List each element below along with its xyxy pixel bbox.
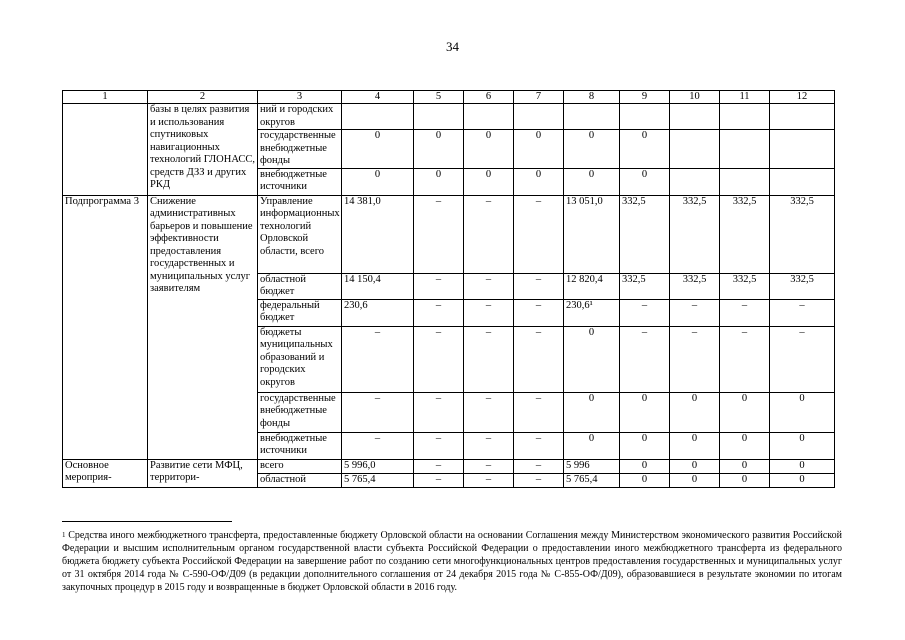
value-cell: –: [514, 273, 564, 299]
value-cell: [564, 104, 620, 130]
source-cell: областной: [258, 473, 342, 487]
value-cell: –: [720, 299, 770, 326]
value-cell: 0: [770, 392, 835, 432]
value-cell: 0: [770, 473, 835, 487]
budget-table: [62, 90, 835, 488]
value-cell: 0: [342, 168, 414, 195]
value-cell: –: [464, 432, 514, 459]
value-cell: 0: [464, 130, 514, 169]
value-cell: 332,5: [620, 195, 670, 273]
value-cell: 0: [670, 392, 720, 432]
value-cell: 14 150,4: [342, 273, 414, 299]
activity-cell: базы в целях развития и использования спутниковых навигационных технологий ГЛОНАСС, средств ДЗЗ и других РКД: [148, 104, 258, 196]
header-row: [63, 91, 835, 104]
header-cell: 1: [63, 91, 148, 104]
value-cell: 332,5: [720, 273, 770, 299]
value-cell: 0: [564, 432, 620, 459]
value-cell: –: [514, 195, 564, 273]
value-cell: 0: [414, 168, 464, 195]
value-cell: 5 765,4: [564, 473, 620, 487]
value-cell: 0: [720, 473, 770, 487]
header-cell: 12: [770, 91, 835, 104]
footnote-text: Средства иного межбюджетного трансферта, предоставленные бюджету Орловской области на основании Соглашения между Министерством экономического развития Российской Федерации и высшим исполнительным органом государственной власти субъекта Российской Федерации о предоставлении иного межбюджетного трансферта из федерального бюджета бюджету субъекта Российской Федерации на завершение работ по созданию сети многофункциональных центров предоставления государственных и муниципальных услуг от 31 октября 2014 года № С-590-ОФ/Д09 (в редакции дополнительного соглашения от 24 декабря 2015 года № С-855-ОФ/Д09), образовавшиеся в результате экономии по итогам закупочных процедур в 2015 году и возвращенные в бюджет Орловской области в 2016 году.: [62, 530, 842, 593]
value-cell: –: [414, 459, 464, 473]
value-cell: [770, 130, 835, 169]
value-cell: 0: [620, 459, 670, 473]
footnote-separator: [62, 521, 232, 522]
header-cell: 9: [620, 91, 670, 104]
program-cell: Основное мероприя-: [63, 459, 148, 487]
value-cell: –: [514, 326, 564, 392]
value-cell: 12 820,4: [564, 273, 620, 299]
value-cell: –: [720, 326, 770, 392]
header-cell: 11: [720, 91, 770, 104]
value-cell: [620, 104, 670, 130]
value-cell: 0: [564, 168, 620, 195]
source-cell: Управление информационных технологий Орловской области, всего: [258, 195, 342, 273]
header-cell: 6: [464, 91, 514, 104]
value-cell: –: [514, 299, 564, 326]
value-cell: 230,6: [342, 299, 414, 326]
value-cell: 332,5: [670, 195, 720, 273]
value-cell: [770, 104, 835, 130]
program-cell: [63, 104, 148, 196]
value-cell: –: [342, 392, 414, 432]
value-cell: 0: [670, 459, 720, 473]
page-number: 34: [446, 39, 459, 54]
value-cell: 0: [620, 130, 670, 169]
value-cell: –: [464, 195, 514, 273]
table-row: [63, 195, 835, 273]
value-cell: 0: [720, 392, 770, 432]
value-cell: –: [414, 392, 464, 432]
header-cell: 5: [414, 91, 464, 104]
value-cell: 0: [670, 432, 720, 459]
header-cell: 2: [148, 91, 258, 104]
value-cell: [720, 130, 770, 169]
value-cell: 5 765,4: [342, 473, 414, 487]
value-cell: 332,5: [720, 195, 770, 273]
value-cell: –: [414, 432, 464, 459]
value-cell: –: [514, 473, 564, 487]
value-cell: [670, 104, 720, 130]
source-cell: бюджеты муниципальных образований и городских округов: [258, 326, 342, 392]
value-cell: 0: [620, 392, 670, 432]
value-cell: –: [464, 392, 514, 432]
value-cell: 0: [564, 130, 620, 169]
value-cell: –: [414, 473, 464, 487]
source-cell: ний и городских округов: [258, 104, 342, 130]
value-cell: 332,5: [770, 195, 835, 273]
value-cell: –: [464, 299, 514, 326]
value-cell: 0: [564, 326, 620, 392]
source-cell: внебюджетные источники: [258, 168, 342, 195]
value-cell: [414, 104, 464, 130]
value-cell: –: [514, 392, 564, 432]
program-cell: Подпрограмма 3: [63, 195, 148, 459]
value-cell: 0: [770, 432, 835, 459]
value-cell: 13 051,0: [564, 195, 620, 273]
header-cell: 7: [514, 91, 564, 104]
value-cell: –: [670, 299, 720, 326]
value-cell: –: [770, 299, 835, 326]
value-cell: 0: [464, 168, 514, 195]
value-cell: 14 381,0: [342, 195, 414, 273]
source-cell: областной бюджет: [258, 273, 342, 299]
value-cell: –: [464, 273, 514, 299]
value-cell: [720, 104, 770, 130]
value-cell: 332,5: [770, 273, 835, 299]
value-cell: 230,6¹: [564, 299, 620, 326]
source-cell: всего: [258, 459, 342, 473]
value-cell: 5 996,0: [342, 459, 414, 473]
value-cell: –: [464, 326, 514, 392]
header-cell: 10: [670, 91, 720, 104]
value-cell: [720, 168, 770, 195]
source-cell: государственные внебюджетные фонды: [258, 392, 342, 432]
value-cell: –: [770, 326, 835, 392]
footnote-marker: 1: [62, 531, 66, 539]
value-cell: 0: [720, 432, 770, 459]
value-cell: 0: [564, 392, 620, 432]
header-cell: 3: [258, 91, 342, 104]
value-cell: 0: [620, 473, 670, 487]
value-cell: 0: [620, 168, 670, 195]
activity-cell: Развитие сети МФЦ, территори-: [148, 459, 258, 487]
value-cell: [464, 104, 514, 130]
value-cell: –: [514, 432, 564, 459]
activity-cell: Снижение административных барьеров и повышение эффективности предоставления государственных и муниципальных услуг заявителям: [148, 195, 258, 459]
value-cell: –: [620, 299, 670, 326]
value-cell: –: [464, 459, 514, 473]
value-cell: –: [464, 473, 514, 487]
value-cell: [670, 130, 720, 169]
value-cell: 0: [514, 130, 564, 169]
value-cell: 0: [514, 168, 564, 195]
value-cell: 332,5: [620, 273, 670, 299]
value-cell: 5 996: [564, 459, 620, 473]
value-cell: [670, 168, 720, 195]
value-cell: –: [342, 432, 414, 459]
value-cell: 332,5: [670, 273, 720, 299]
value-cell: –: [414, 326, 464, 392]
value-cell: 0: [342, 130, 414, 169]
value-cell: [770, 168, 835, 195]
value-cell: –: [414, 273, 464, 299]
footnote: [62, 529, 842, 594]
header-cell: 4: [342, 91, 414, 104]
value-cell: –: [670, 326, 720, 392]
value-cell: –: [342, 326, 414, 392]
source-cell: внебюджетные источники: [258, 432, 342, 459]
table-row: [63, 104, 835, 130]
value-cell: 0: [414, 130, 464, 169]
value-cell: 0: [670, 473, 720, 487]
value-cell: [342, 104, 414, 130]
source-cell: государственные внебюджетные фонды: [258, 130, 342, 169]
header-cell: 8: [564, 91, 620, 104]
value-cell: –: [514, 459, 564, 473]
value-cell: [514, 104, 564, 130]
table-row: [63, 459, 835, 473]
value-cell: 0: [770, 459, 835, 473]
value-cell: –: [620, 326, 670, 392]
value-cell: 0: [720, 459, 770, 473]
value-cell: –: [414, 195, 464, 273]
value-cell: –: [414, 299, 464, 326]
value-cell: 0: [620, 432, 670, 459]
source-cell: федеральный бюджет: [258, 299, 342, 326]
